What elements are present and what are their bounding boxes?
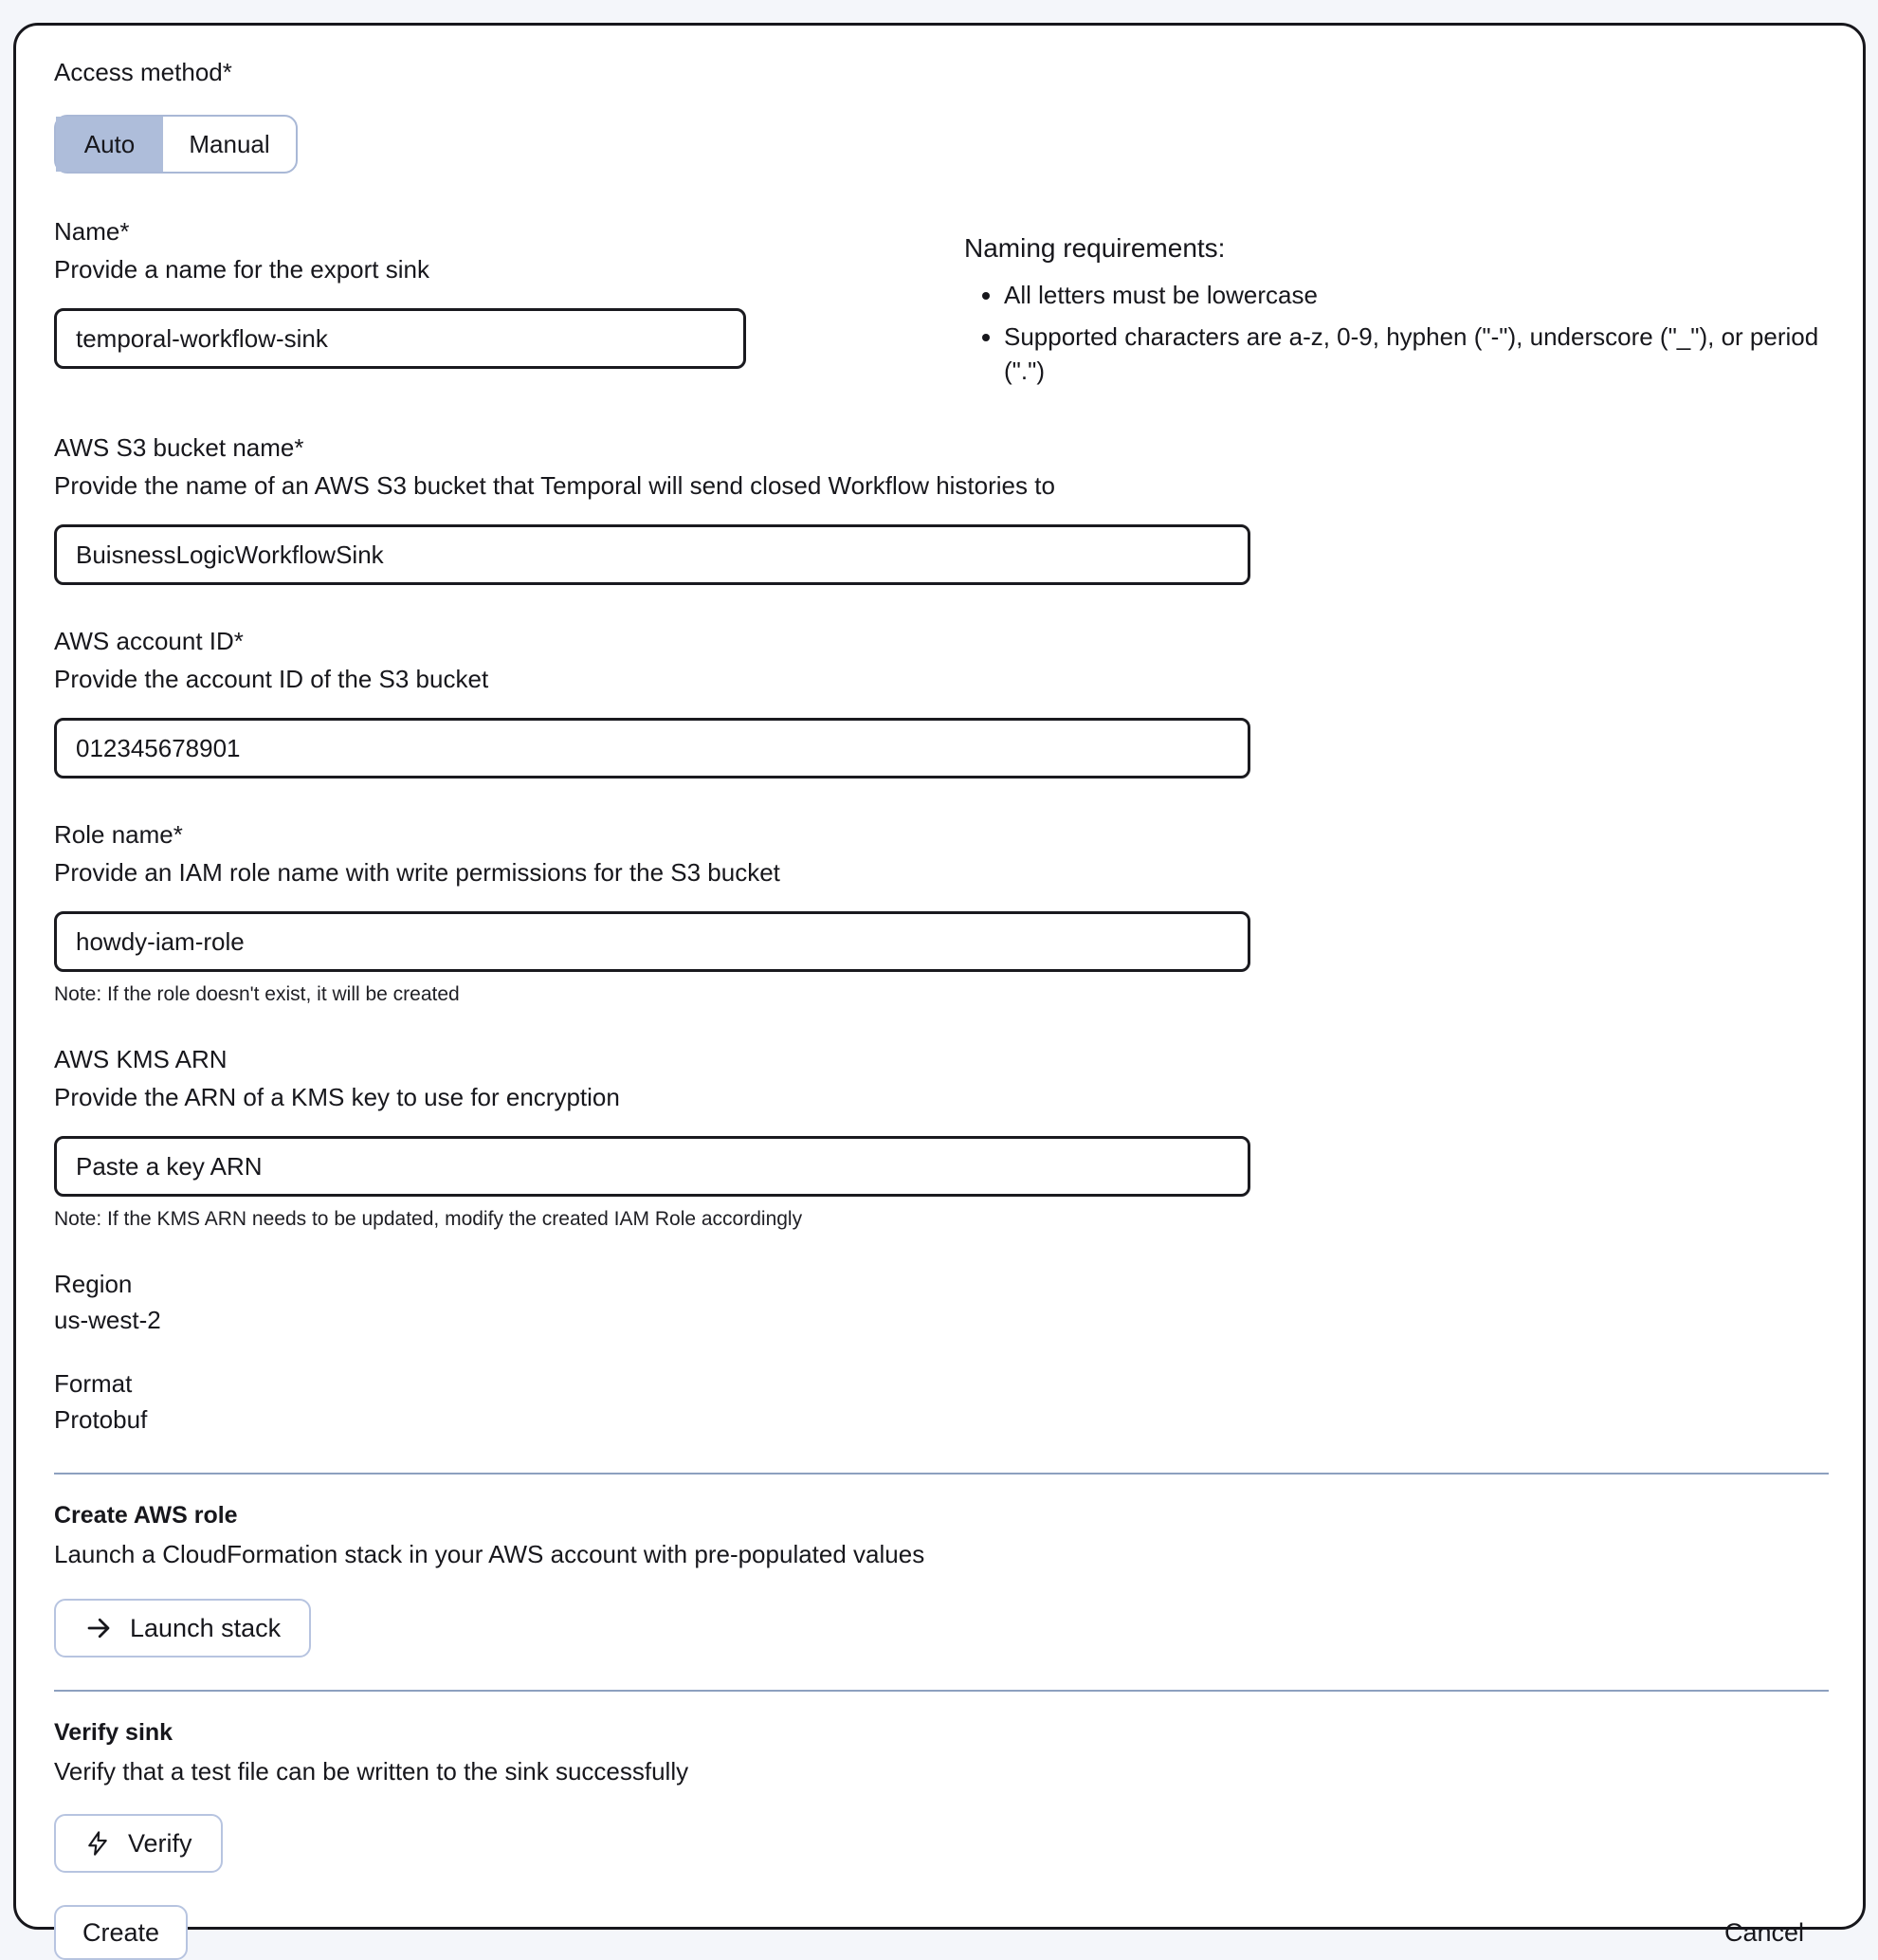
naming-requirement-item: • All letters must be lowercase: [1004, 278, 1829, 312]
footer-actions: [54, 1905, 1829, 1960]
kms-arn-field-group: [54, 1045, 1829, 1232]
naming-requirement-item: • Supported characters are a-z, 0-9, hyphen ("-"), underscore ("_"), or period ("."): [1004, 320, 1829, 388]
account-id-description: Provide the account ID of the S3 bucket: [54, 665, 489, 693]
create-aws-role-description: Launch a CloudFormation stack in your AWS account with pre-populated values: [54, 1540, 925, 1568]
name-label: Name*: [54, 217, 130, 246]
region-value: us-west-2: [54, 1306, 161, 1334]
account-id-input[interactable]: [54, 718, 1250, 779]
kms-arn-label: AWS KMS ARN: [54, 1045, 228, 1073]
verify-button[interactable]: [54, 1814, 223, 1873]
name-input[interactable]: [54, 308, 746, 369]
verify-button-label: Verify: [128, 1828, 192, 1858]
role-name-label: Role name*: [54, 820, 183, 849]
divider: [54, 1473, 1829, 1475]
arrow-right-icon: [84, 1614, 113, 1642]
launch-stack-button-label: Launch stack: [130, 1613, 282, 1642]
name-description: Provide a name for the export sink: [54, 255, 429, 284]
role-name-note: Note: If the role doesn't exist, it will be created: [54, 983, 460, 1005]
region-group: [54, 1270, 1829, 1335]
account-id-label: AWS account ID*: [54, 627, 244, 655]
create-aws-role-section: [54, 1501, 1829, 1658]
account-id-field-group: [54, 627, 1829, 779]
name-field-group: [54, 217, 746, 395]
access-method-option-manual[interactable]: Manual: [163, 117, 296, 172]
role-name-input[interactable]: [54, 911, 1250, 972]
create-aws-role-title: Create AWS role: [54, 1502, 238, 1529]
naming-requirements-list: [964, 278, 1829, 388]
divider: [54, 1690, 1829, 1692]
format-label: Format: [54, 1369, 133, 1398]
kms-arn-description: Provide the ARN of a KMS key to use for encryption: [54, 1083, 620, 1111]
role-name-field-group: [54, 820, 1829, 1007]
s3-bucket-label: AWS S3 bucket name*: [54, 433, 304, 462]
s3-bucket-description: Provide the name of an AWS S3 bucket that Temporal will send closed Workflow histories to: [54, 471, 1055, 500]
s3-bucket-input[interactable]: [54, 524, 1250, 585]
role-name-description: Provide an IAM role name with write permissions for the S3 bucket: [54, 858, 780, 887]
cancel-button[interactable]: Cancel: [1723, 1917, 1804, 1947]
format-value: Protobuf: [54, 1405, 148, 1434]
export-sink-form-card: [13, 23, 1866, 1947]
name-and-requirements-row: [54, 217, 1829, 395]
region-label: Region: [54, 1270, 133, 1298]
access-method-label: Access method*: [54, 58, 232, 86]
launch-stack-button[interactable]: [54, 1599, 311, 1658]
verify-sink-title: Verify sink: [54, 1719, 173, 1746]
verify-sink-section: [54, 1718, 1829, 1873]
create-button-label: Create: [82, 1917, 160, 1947]
access-method-toggle: [54, 115, 298, 174]
kms-arn-input[interactable]: [54, 1136, 1250, 1197]
format-group: [54, 1369, 1829, 1435]
verify-sink-description: Verify that a test file can be written to the sink successfully: [54, 1757, 689, 1786]
access-method-option-auto[interactable]: Auto: [56, 117, 163, 172]
create-button[interactable]: [54, 1905, 188, 1960]
lightning-bolt-icon: [84, 1830, 111, 1857]
s3-bucket-field-group: [54, 433, 1829, 585]
naming-requirements: [964, 217, 1829, 395]
kms-arn-note: Note: If the KMS ARN needs to be updated, modify the created IAM Role accordingly: [54, 1208, 803, 1230]
naming-requirements-title: Naming requirements:: [964, 233, 1226, 263]
